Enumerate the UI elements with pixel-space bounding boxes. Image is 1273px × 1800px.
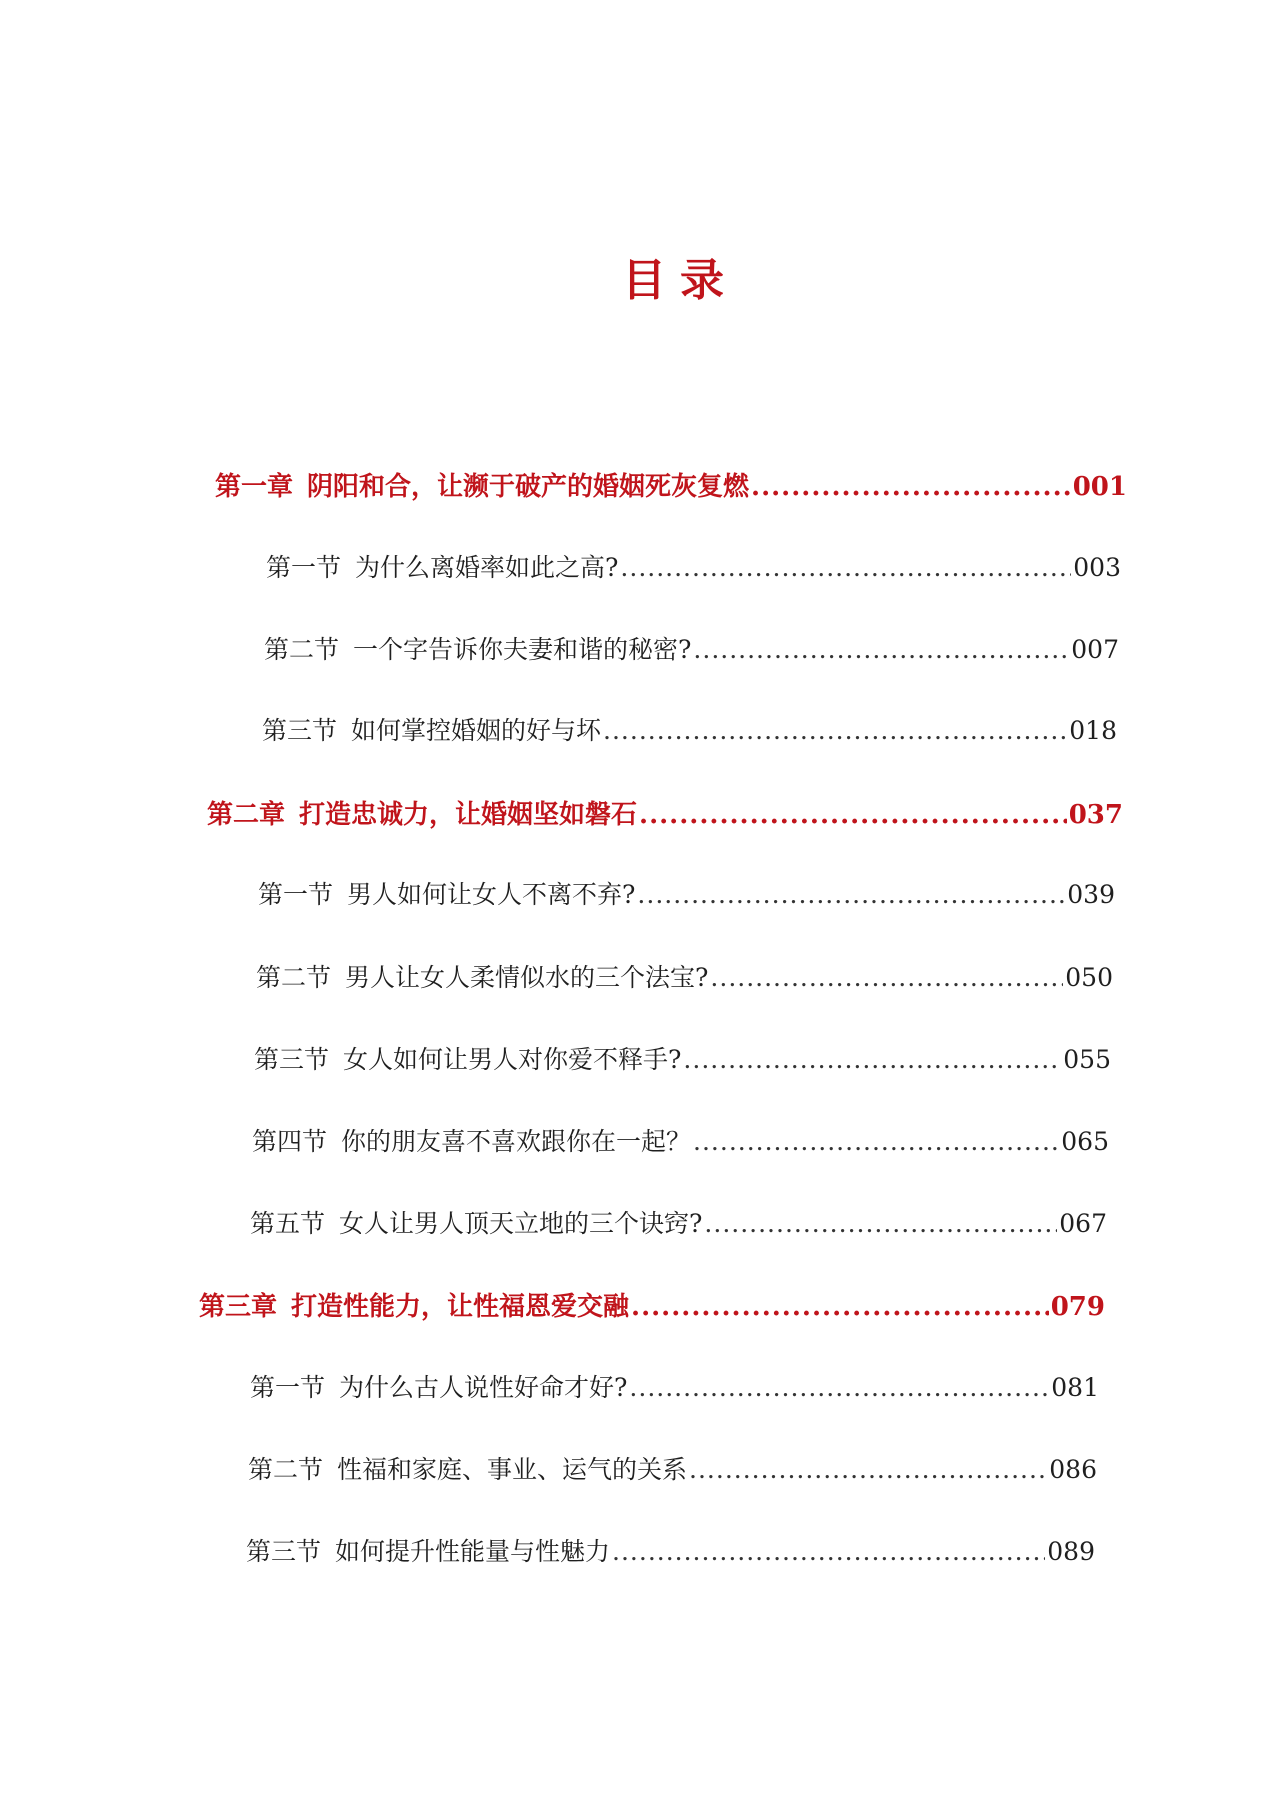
chapter-page-number: 037 [1068, 800, 1123, 830]
toc-section-1-3[interactable] [262, 711, 1117, 747]
section-label: 第三节 [262, 716, 338, 745]
dot-leader [751, 472, 1071, 502]
toc-section-2-3[interactable] [254, 1040, 1111, 1076]
section-title: 为什么古人说性好命才好? [339, 1373, 628, 1402]
dot-leader [639, 800, 1067, 830]
toc-section-1-2[interactable] [264, 630, 1119, 666]
section-label: 第二节 [264, 635, 340, 664]
section-label: 第一节 [258, 880, 334, 909]
chapter-page-number: 079 [1050, 1292, 1105, 1322]
toc-section-1-1[interactable] [266, 548, 1121, 584]
section-label: 第一节 [266, 553, 342, 582]
toc-section-2-2[interactable] [256, 958, 1113, 994]
section-page-number: 067 [1059, 1209, 1107, 1238]
dot-leader [620, 553, 1071, 582]
dot-leader [689, 1455, 1047, 1484]
dot-leader [631, 1292, 1049, 1322]
section-page-number: 050 [1065, 963, 1113, 992]
chapter-title: 打造忠诚力，让婚姻坚如磐石 [299, 800, 638, 830]
section-title: 如何掌控婚姻的好与坏 [351, 716, 602, 745]
section-title: 性福和家庭、事业、运气的关系 [337, 1455, 688, 1484]
section-title: 你的朋友喜不喜欢跟你在一起？ [341, 1127, 692, 1156]
section-label: 第二节 [248, 1455, 324, 1484]
section-page-number: 018 [1069, 716, 1117, 745]
page-title: 目录 [622, 255, 738, 306]
dot-leader [683, 1045, 1061, 1074]
section-page-number: 086 [1049, 1455, 1097, 1484]
toc-section-2-4[interactable] [252, 1122, 1109, 1158]
chapter-label: 第一章 [215, 472, 294, 502]
section-label: 第三节 [254, 1045, 330, 1074]
toc-section-3-2[interactable] [248, 1450, 1097, 1486]
dot-leader [704, 1209, 1057, 1238]
dot-leader [710, 963, 1063, 992]
section-page-number: 007 [1071, 635, 1119, 664]
section-page-number: 065 [1061, 1127, 1109, 1156]
dot-leader [612, 1537, 1045, 1566]
chapter-title: 打造性能力，让性福恩爱交融 [291, 1292, 630, 1322]
section-page-number: 089 [1047, 1537, 1095, 1566]
section-title: 女人让男人顶天立地的三个诀窍? [339, 1209, 703, 1238]
toc-section-2-1[interactable] [258, 875, 1115, 911]
toc-chapter-3[interactable] [199, 1286, 1105, 1323]
section-page-number: 081 [1051, 1373, 1099, 1402]
section-label: 第二节 [256, 963, 332, 992]
section-label: 第五节 [250, 1209, 326, 1238]
section-title: 男人如何让女人不离不弃? [347, 880, 636, 909]
section-title: 为什么离婚率如此之高? [355, 553, 619, 582]
chapter-page-number: 001 [1072, 472, 1127, 502]
toc-chapter-2[interactable] [207, 794, 1123, 831]
chapter-label: 第三章 [199, 1292, 278, 1322]
dot-leader [693, 635, 1069, 664]
dot-leader [693, 1127, 1059, 1156]
toc-section-3-3[interactable] [246, 1532, 1095, 1568]
section-page-number: 039 [1067, 880, 1115, 909]
toc-chapter-1[interactable] [215, 466, 1127, 503]
section-title: 如何提升性能量与性魅力 [335, 1537, 611, 1566]
dot-leader [629, 1373, 1049, 1402]
dot-leader [603, 716, 1067, 745]
dot-leader [637, 880, 1065, 909]
chapter-title: 阴阳和合，让濒于破产的婚姻死灰复燃 [307, 472, 750, 502]
toc-section-2-5[interactable] [250, 1204, 1107, 1240]
section-page-number: 055 [1063, 1045, 1111, 1074]
section-label: 第四节 [252, 1127, 328, 1156]
section-title: 一个字告诉你夫妻和谐的秘密? [353, 635, 692, 664]
section-label: 第一节 [250, 1373, 326, 1402]
section-title: 女人如何让男人对你爱不释手? [343, 1045, 682, 1074]
chapter-label: 第二章 [207, 800, 286, 830]
section-label: 第三节 [246, 1537, 322, 1566]
section-page-number: 003 [1073, 553, 1121, 582]
section-title: 男人让女人柔情似水的三个法宝? [345, 963, 709, 992]
toc-section-3-1[interactable] [250, 1368, 1099, 1404]
